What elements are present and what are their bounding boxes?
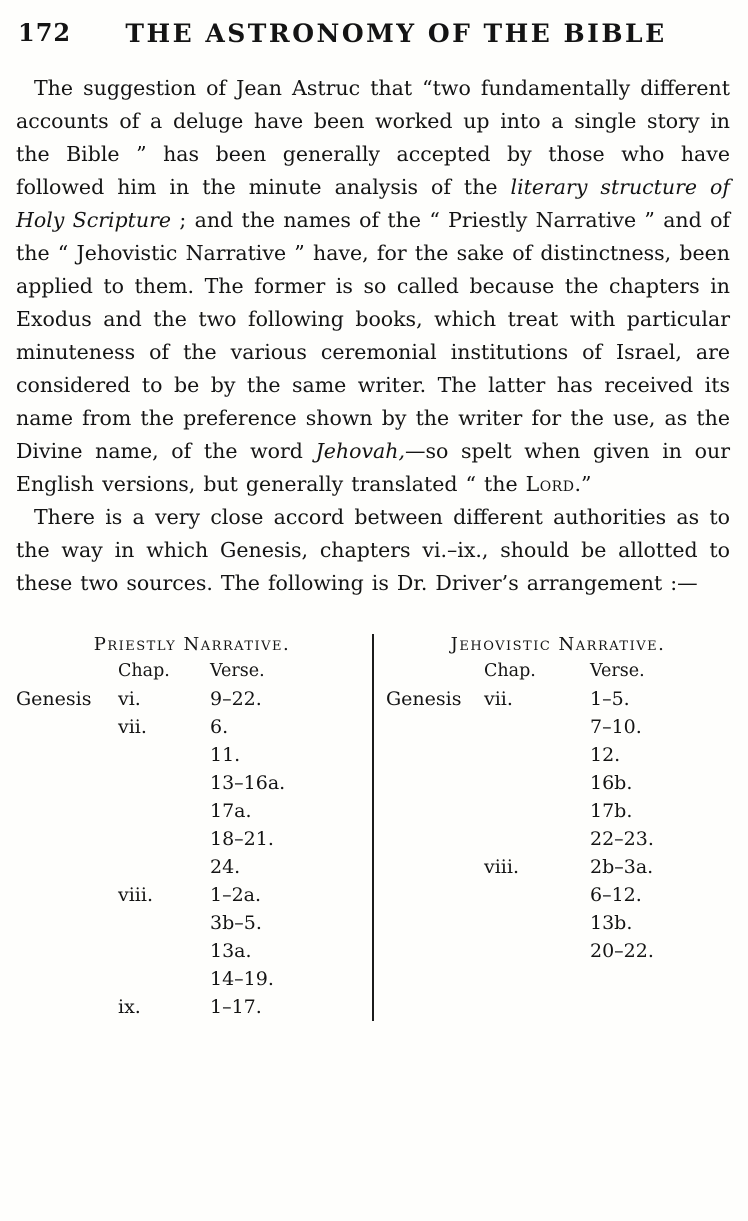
book-cell (386, 909, 484, 937)
chap-cell (118, 937, 210, 965)
verse-cell: 13–16a. (210, 772, 286, 794)
table-row (386, 881, 730, 909)
book-cell (16, 881, 118, 909)
table-row (16, 853, 368, 881)
book-cell (16, 909, 118, 937)
verse-cell: 18–21. (210, 828, 274, 850)
table-row (16, 741, 368, 769)
table-row (16, 825, 368, 853)
chap-cell: viii. (118, 884, 154, 906)
book-col-spacer (386, 658, 484, 685)
chap-cell: ix. (118, 996, 141, 1018)
chap-col-header: Chap. (118, 661, 170, 681)
verse-cell: 14–19. (210, 968, 274, 990)
small-caps-text: Lord (525, 472, 575, 496)
priestly-heading: Priestly Narrative. (93, 634, 291, 655)
book-col-spacer (16, 658, 118, 685)
table-row (386, 909, 730, 937)
table-row (16, 881, 368, 909)
chap-cell (118, 769, 210, 797)
chap-cell (484, 769, 590, 797)
chap-cell (118, 853, 210, 881)
chap-cell (484, 825, 590, 853)
page-header (16, 12, 730, 58)
book-cell (16, 741, 118, 769)
verse-cell: 2b–3a. (590, 856, 654, 878)
body-text: —so spelt when given in our English versions, but generally translated “ the (16, 439, 730, 496)
table-row (386, 685, 730, 713)
chap-cell: vii. (484, 688, 513, 710)
book-cell: Genesis (16, 688, 92, 710)
book-cell (16, 993, 118, 1021)
book-cell (386, 769, 484, 797)
book-cell (16, 769, 118, 797)
italic-text: Jehovah, (315, 439, 405, 463)
verse-cell: 13b. (590, 912, 633, 934)
table-row (16, 937, 368, 965)
table-row (16, 993, 368, 1021)
book-cell (16, 937, 118, 965)
verse-cell: 7–10. (590, 716, 642, 738)
running-title: THE ASTRONOMY OF THE BIBLE (125, 19, 667, 48)
chap-cell (484, 881, 590, 909)
book-cell (386, 741, 484, 769)
chap-cell (118, 965, 210, 993)
jehovistic-heading: Jehovistic Narrative. (450, 634, 666, 655)
body-text: .” (574, 472, 592, 496)
verse-col-header: Verse. (210, 661, 265, 681)
chap-cell: vi. (118, 688, 141, 710)
column-header-row (16, 658, 368, 685)
paragraph-drivers-arrangement: There is a very close accord between different authorities as to the way in which Genesis, chapters vi.–ix., should be allotted to these two sources. The following is Dr. Driver’s arrangement :— (16, 505, 730, 595)
chap-cell (118, 797, 210, 825)
table-row (386, 825, 730, 853)
verse-cell: 6–12. (590, 884, 642, 906)
book-cell (16, 825, 118, 853)
table-row (16, 713, 368, 741)
table-row (386, 937, 730, 965)
paragraph-deluge-accounts (16, 72, 730, 501)
table-row (386, 797, 730, 825)
book-page (16, 12, 730, 1021)
narrative-comparison-table (16, 634, 730, 1021)
body-text: ; and the names of the “ Priestly Narrative ” and of the “ Jehovistic Narrative ” have, for the sake of distinctness, been applied to them. The former is so called because the chapters in Exodus and the two following books, which treat with particular minuteness of the various ceremonial institutions of Israel, are considered to be by the same writer. The latter has received its name from the preference shown by the writer for the use, as the Divine name, of the word (16, 208, 730, 463)
verse-cell: 17a. (210, 800, 252, 822)
body-text: The suggestion of Jean Astruc that “two fundamentally different accounts of a deluge have been worked up into a single story in the Bible ” has been generally accepted by those who have followed him in the minute analysis of the (16, 76, 730, 199)
table-row (386, 741, 730, 769)
verse-cell: 3b–5. (210, 912, 262, 934)
verse-col-header: Verse. (590, 661, 645, 681)
chap-cell (118, 909, 210, 937)
table-row (386, 769, 730, 797)
verse-cell: 20–22. (590, 940, 654, 962)
book-cell (16, 713, 118, 741)
verse-cell: 6. (210, 716, 229, 738)
table-row (386, 713, 730, 741)
book-cell (386, 853, 484, 881)
verse-cell: 16b. (590, 772, 633, 794)
chap-cell (484, 937, 590, 965)
table-row (386, 853, 730, 881)
table-row (16, 965, 368, 993)
chap-cell (484, 713, 590, 741)
table-row (16, 685, 368, 713)
book-cell (16, 797, 118, 825)
chap-cell: viii. (484, 856, 520, 878)
verse-cell: 12. (590, 744, 621, 766)
chap-cell (484, 797, 590, 825)
jehovistic-narrative-column (374, 634, 730, 1021)
book-cell (16, 853, 118, 881)
chap-cell (118, 825, 210, 853)
table-row (16, 909, 368, 937)
book-cell (386, 713, 484, 741)
book-cell (16, 965, 118, 993)
verse-cell: 9–22. (210, 688, 262, 710)
chap-cell (484, 741, 590, 769)
book-cell (386, 825, 484, 853)
book-cell (386, 881, 484, 909)
verse-cell: 1–5. (590, 688, 630, 710)
chap-cell: vii. (118, 716, 147, 738)
page-number: 172 (18, 18, 72, 47)
italic-text: literary structure of Holy Scripture (16, 175, 730, 232)
table-row (16, 797, 368, 825)
verse-cell: 17b. (590, 800, 633, 822)
priestly-narrative-column (16, 634, 372, 1021)
verse-cell: 24. (210, 856, 241, 878)
chap-cell (118, 741, 210, 769)
column-header-row (386, 658, 730, 685)
chap-col-header: Chap. (484, 661, 536, 681)
book-cell (386, 797, 484, 825)
book-cell: Genesis (386, 688, 462, 710)
book-cell (386, 937, 484, 965)
table-row (16, 769, 368, 797)
priestly-table (16, 658, 368, 1021)
verse-cell: 13a. (210, 940, 252, 962)
verse-cell: 1–2a. (210, 884, 262, 906)
verse-cell: 11. (210, 744, 241, 766)
chap-cell (484, 909, 590, 937)
verse-cell: 22–23. (590, 828, 654, 850)
verse-cell: 1–17. (210, 996, 262, 1018)
jehovistic-table (386, 658, 730, 965)
